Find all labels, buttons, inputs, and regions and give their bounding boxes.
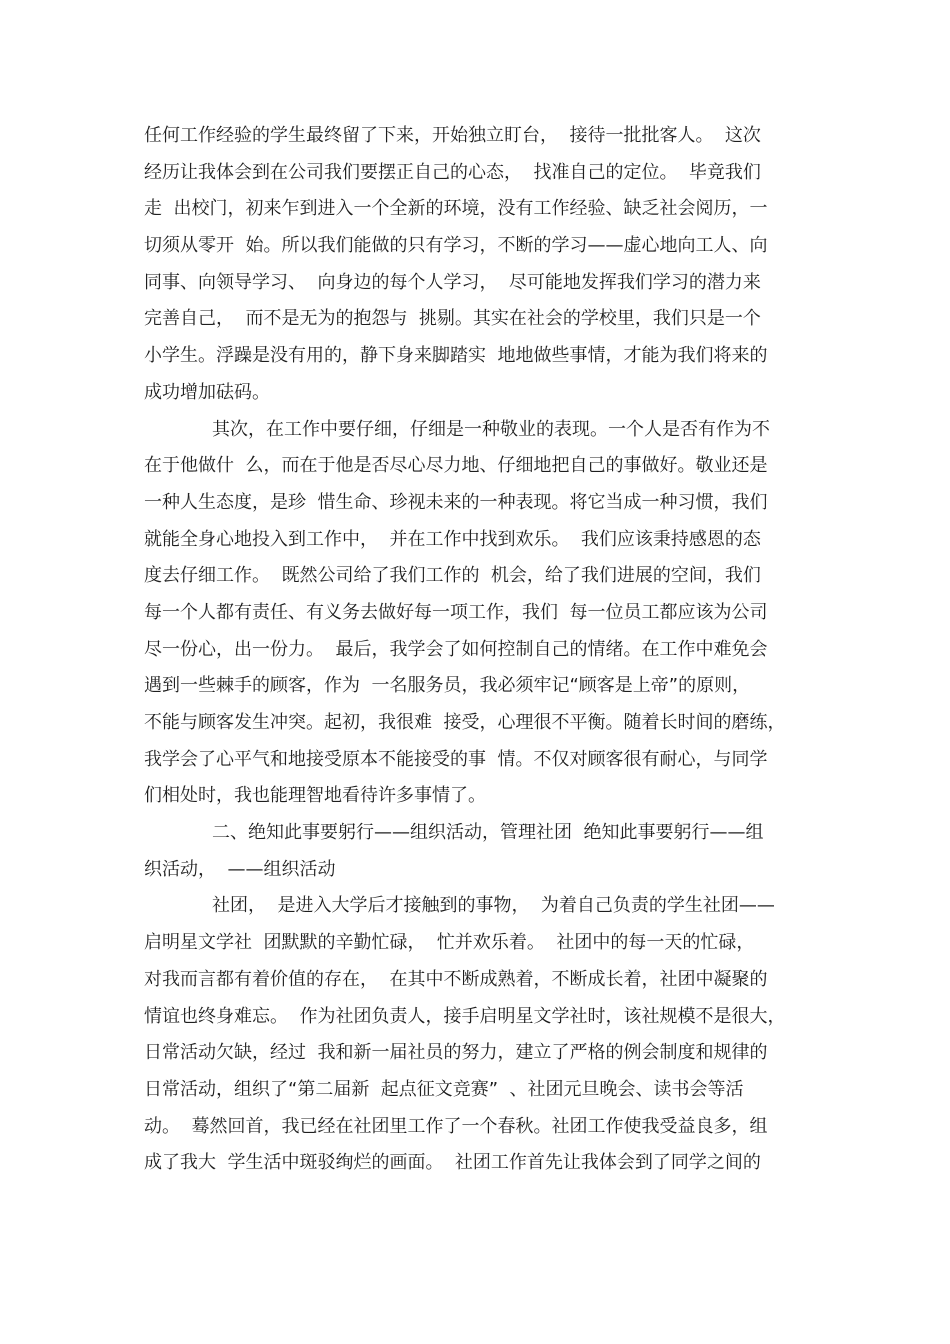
text-line: 日常活动欠缺，经过 我和新一届社员的努力，建立了严格的例会制度和规律的 [144,1042,768,1064]
text-line: 同事、向领导学习、 向身边的每个人学习， 尽可能地发挥我们学习的潜力来 [144,271,761,293]
text-line: 情谊也终身难忘。 作为社团负责人，接手启明星文学社时，该社规模不是很大， [144,1005,786,1027]
text-line: 任何工作经验的学生最终留了下来，开始独立盯台， 接待一批批客人。 这次 [144,125,761,146]
text-line: 遇到一些棘手的顾客，作为 一名服务员，我必须牢记“顾客是上帝”的原则， [144,675,751,697]
text-line: 走 出校门，初来乍到进入一个全新的环境，没有工作经验、缺乏社会阅历，一 [144,198,768,220]
text-line: 在于他做什 么，而在于他是否尽心尽力地、仔细地把自己的事做好。敬业还是 [144,455,768,477]
text-line: 启明星文学社 团默默的辛勤忙碌， 忙并欢乐着。 社团中的每一天的忙碌， [144,932,755,954]
text-line: 我学会了心平气和地接受原本不能接受的事 情。不仅对顾客很有耐心，与同学 [144,748,768,770]
text-line: 动。 蓦然回首，我已经在社团里工作了一个春秋。社团工作使我受益良多，组 [144,1115,768,1137]
text-line: 们相处时，我也能理智地看待许多事情了。 [144,785,486,807]
paragraph-start-line: 社团， 是进入大学后才接触到的事物， 为着自己负责的学生社团—— [212,895,775,917]
text-line: 对我而言都有着价值的存在， 在其中不断成熟着，不断成长着，社团中凝聚的 [144,968,768,990]
text-line: 成了我大 学生活中斑驳绚烂的画面。 社团工作首先让我体会到了同学之间的 [144,1152,761,1174]
section-heading-line: 二、绝知此事要躬行——组织活动，管理社团 绝知此事要躬行——组 [212,822,764,844]
text-line: 尽一份心，出一份力。 最后，我学会了如何控制自己的情绪。在工作中难免会 [144,638,768,660]
text-line: 完善自己， 而不是无为的抱怨与 挑剔。其实在社会的学校里，我们只是一个 [144,308,761,330]
text-line: 一种人生态度，是珍 惜生命、珍视未来的一种表现。将它当成一种习惯，我们 [144,491,768,513]
text-line: 每一个人都有责任、有义务去做好每一项工作，我们 每一位员工都应该为公司 [144,601,768,623]
paragraph-start-line: 其次，在工作中要仔细，仔细是一种敬业的表现。一个人是否有作为不 [212,418,770,440]
text-line: 度去仔细工作。 既然公司给了我们工作的 机会，给了我们进展的空间，我们 [144,565,761,587]
text-line: 切须从零开 始。所以我们能做的只有学习，不断的学习——虚心地向工人、向 [144,235,768,257]
text-line: 经历让我体会到在公司我们要摆正自己的心态， 找准自己的定位。 毕竟我们 [144,161,761,183]
text-line: 成功增加砝码。 [144,381,270,403]
section-heading-line: 织活动， ——组织活动 [144,858,336,880]
text-line: 小学生。浮躁是没有用的，静下身来脚踏实 地地做些事情，才能为我们将来的 [144,345,768,367]
document-body [144,118,824,1182]
text-line: 就能全身心地投入到工作中， 并在工作中找到欢乐。 我们应该秉持感恩的态 [144,528,761,550]
text-line: 日常活动，组织了“第二届新 起点征文竞赛” 、社团元旦晚会、读书会等活 [144,1078,744,1100]
text-line: 不能与顾客发生冲突。起初，我很难 接受，心理很不平衡。随着长时间的磨练， [144,712,786,733]
